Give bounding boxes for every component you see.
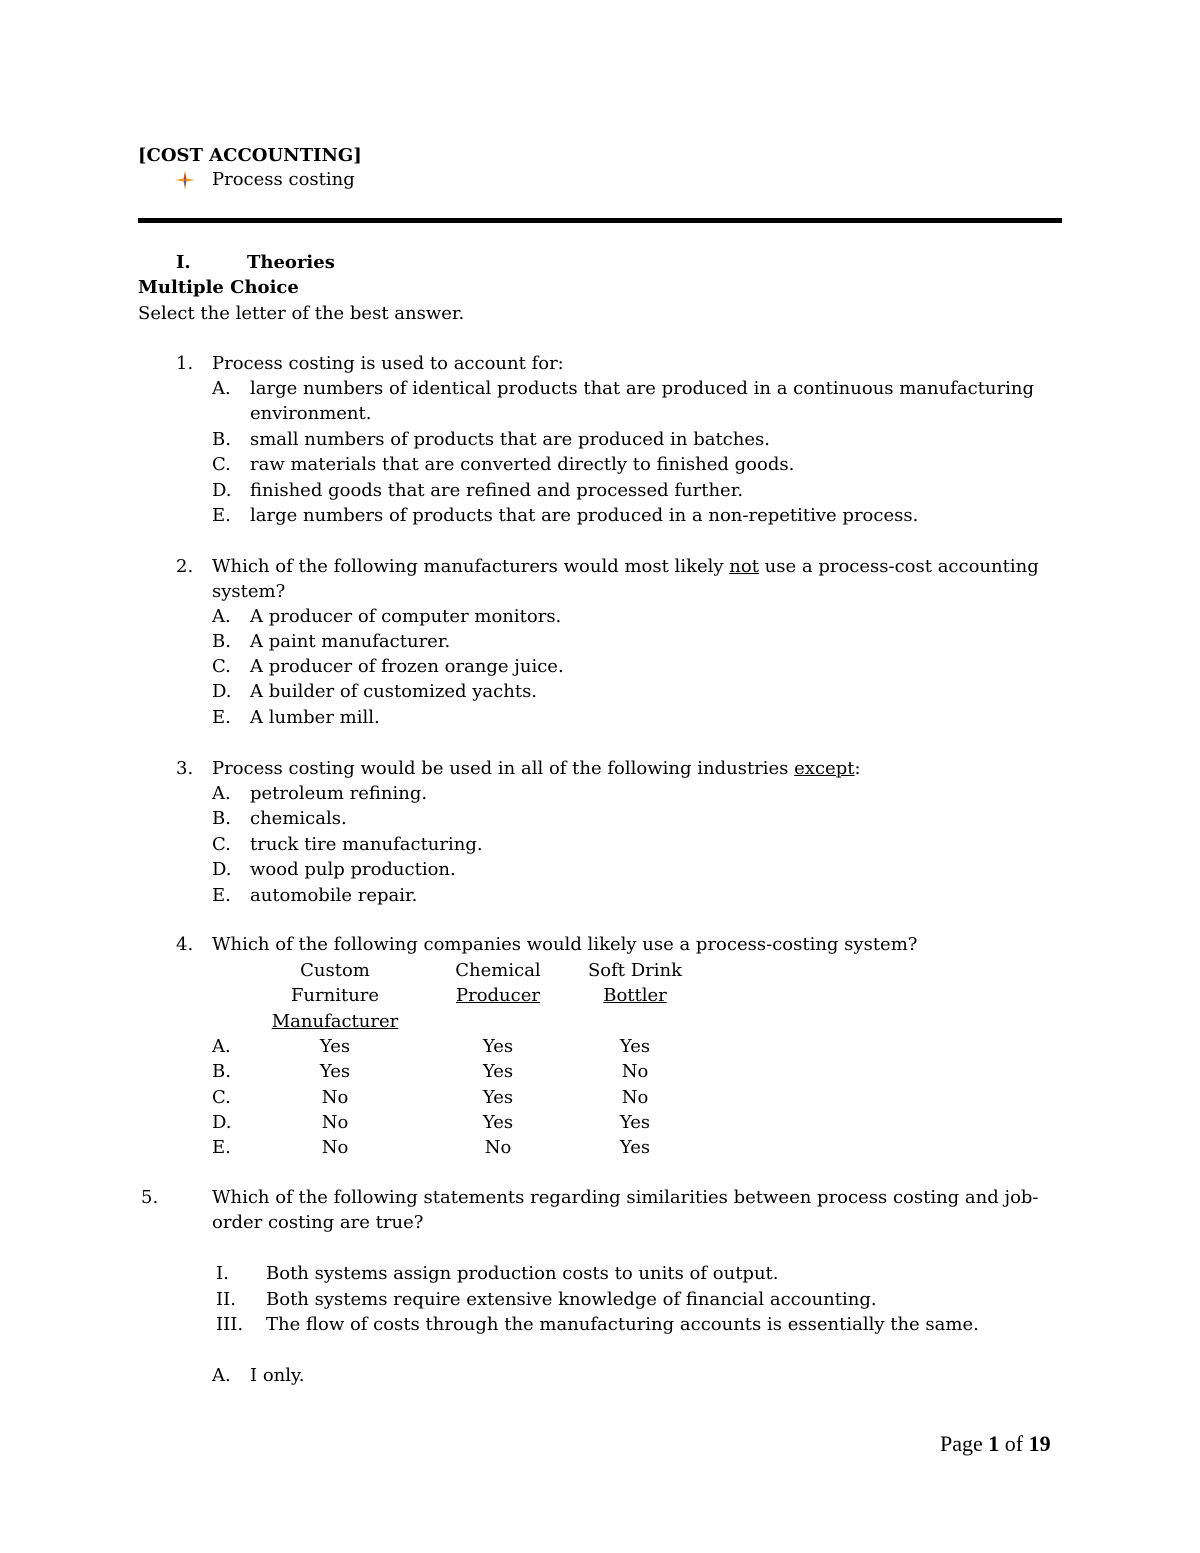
statement-text: The flow of costs through the manufacturing accounts is essentially the same.: [266, 1314, 979, 1335]
statement-roman: II.: [216, 1289, 236, 1310]
table-header-label: Furniture: [290, 985, 380, 1006]
question-number: 4.: [176, 934, 194, 955]
current-page: 1: [988, 1431, 1000, 1456]
option-text-continued: environment.: [250, 403, 372, 424]
table-header-label: Producer: [455, 985, 540, 1006]
table-cell: Yes: [619, 1112, 651, 1133]
option-letter: B.: [212, 631, 231, 652]
question-emphasis: not: [729, 556, 759, 577]
option-letter: D.: [212, 480, 232, 501]
table-cell: Yes: [482, 1087, 514, 1108]
table-cell: No: [321, 1112, 349, 1133]
option-letter: A.: [212, 378, 231, 399]
table-cell: Yes: [619, 1137, 651, 1158]
question-text-continued: order costing are true?: [212, 1212, 424, 1233]
option-text: automobile repair.: [250, 885, 418, 906]
section-type: Multiple Choice: [138, 277, 299, 298]
question-text: Which of the following companies would likely use a process-costing system?: [212, 934, 918, 955]
question-text-part: Process costing would be used in all of the following industries: [212, 758, 795, 779]
option-text: A builder of customized yachts.: [250, 681, 538, 702]
question-text-continued: system?: [212, 581, 286, 602]
table-header-label: Bottler: [603, 985, 667, 1006]
table-cell: No: [321, 1137, 349, 1158]
table-cell: Yes: [319, 1036, 351, 1057]
table-cell: No: [484, 1137, 512, 1158]
page-label: Page: [940, 1431, 983, 1456]
section-instruction: Select the letter of the best answer.: [138, 303, 465, 324]
table-cell: Yes: [482, 1036, 514, 1057]
option-letter: A.: [212, 606, 231, 627]
row-letter: B.: [212, 1061, 231, 1082]
option-text: finished goods that are refined and processed further.: [250, 480, 744, 501]
table-header-label: Soft Drink: [587, 960, 683, 981]
option-text: raw materials that are converted directly to finished goods.: [250, 454, 795, 475]
of-label: of: [1004, 1431, 1024, 1456]
option-text: petroleum refining.: [250, 783, 428, 804]
question-number: 3.: [176, 758, 194, 779]
option-letter: A.: [212, 783, 231, 804]
table-header-label: Manufacturer: [271, 1011, 399, 1032]
option-letter: C.: [212, 454, 231, 475]
row-letter: A.: [212, 1036, 231, 1057]
question-text-part: :: [854, 758, 861, 779]
option-text: truck tire manufacturing.: [250, 834, 483, 855]
table-cell: Yes: [482, 1061, 514, 1082]
table-cell: No: [621, 1061, 649, 1082]
page-number: [940, 1431, 1051, 1457]
table-header-label: Custom: [300, 960, 370, 981]
statement-text: Both systems require extensive knowledge of financial accounting.: [266, 1289, 877, 1310]
table-cell: Yes: [319, 1061, 351, 1082]
option-letter: A.: [212, 1365, 231, 1386]
option-letter: C.: [212, 656, 231, 677]
option-letter: E.: [212, 707, 231, 728]
option-letter: B.: [212, 429, 231, 450]
statement-roman: I.: [216, 1263, 229, 1284]
question-text: Process costing is used to account for:: [212, 353, 564, 374]
option-letter: E.: [212, 885, 231, 906]
question-number: 5.: [141, 1187, 159, 1208]
total-pages: 19: [1028, 1431, 1051, 1456]
bullet-star-icon: [174, 169, 196, 191]
option-letter: B.: [212, 808, 231, 829]
option-text: A lumber mill.: [250, 707, 380, 728]
header-divider: [138, 218, 1062, 223]
question-text: [212, 758, 861, 780]
question-text: Which of the following statements regarding similarities between process costing and job-: [212, 1187, 1039, 1208]
question-emphasis: except: [794, 758, 855, 779]
option-text: large numbers of products that are produced in a non-repetitive process.: [250, 505, 919, 526]
document-header-title: [COST ACCOUNTING]: [138, 145, 362, 166]
question-number: 1.: [176, 353, 194, 374]
row-letter: E.: [212, 1137, 231, 1158]
table-cell: No: [621, 1087, 649, 1108]
section-number: I.: [176, 252, 191, 273]
option-text: small numbers of products that are produced in batches.: [250, 429, 770, 450]
table-header-label: Chemical: [455, 960, 541, 981]
table-cell: No: [321, 1087, 349, 1108]
statement-roman: III.: [216, 1314, 244, 1335]
option-letter: E.: [212, 505, 231, 526]
section-title: Theories: [247, 252, 335, 273]
option-text: chemicals.: [250, 808, 347, 829]
question-number: 2.: [176, 556, 194, 577]
row-letter: D.: [212, 1112, 232, 1133]
option-text: A producer of computer monitors.: [250, 606, 562, 627]
question-text-part: Which of the following manufacturers would most likely: [212, 556, 730, 577]
option-text: I only.: [250, 1365, 305, 1386]
option-text: A paint manufacturer.: [250, 631, 451, 652]
table-cell: Yes: [619, 1036, 651, 1057]
statement-text: Both systems assign production costs to units of output.: [266, 1263, 779, 1284]
option-letter: D.: [212, 681, 232, 702]
option-letter: D.: [212, 859, 232, 880]
question-text: [212, 556, 1039, 578]
document-subtitle: Process costing: [212, 169, 355, 190]
option-text: large numbers of identical products that are produced in a continuous manufacturing: [250, 378, 1035, 399]
option-text: wood pulp production.: [250, 859, 456, 880]
row-letter: C.: [212, 1087, 231, 1108]
option-text: A producer of frozen orange juice.: [250, 656, 564, 677]
question-text-part: use a process-cost accounting: [758, 556, 1039, 577]
option-letter: C.: [212, 834, 231, 855]
table-cell: Yes: [482, 1112, 514, 1133]
